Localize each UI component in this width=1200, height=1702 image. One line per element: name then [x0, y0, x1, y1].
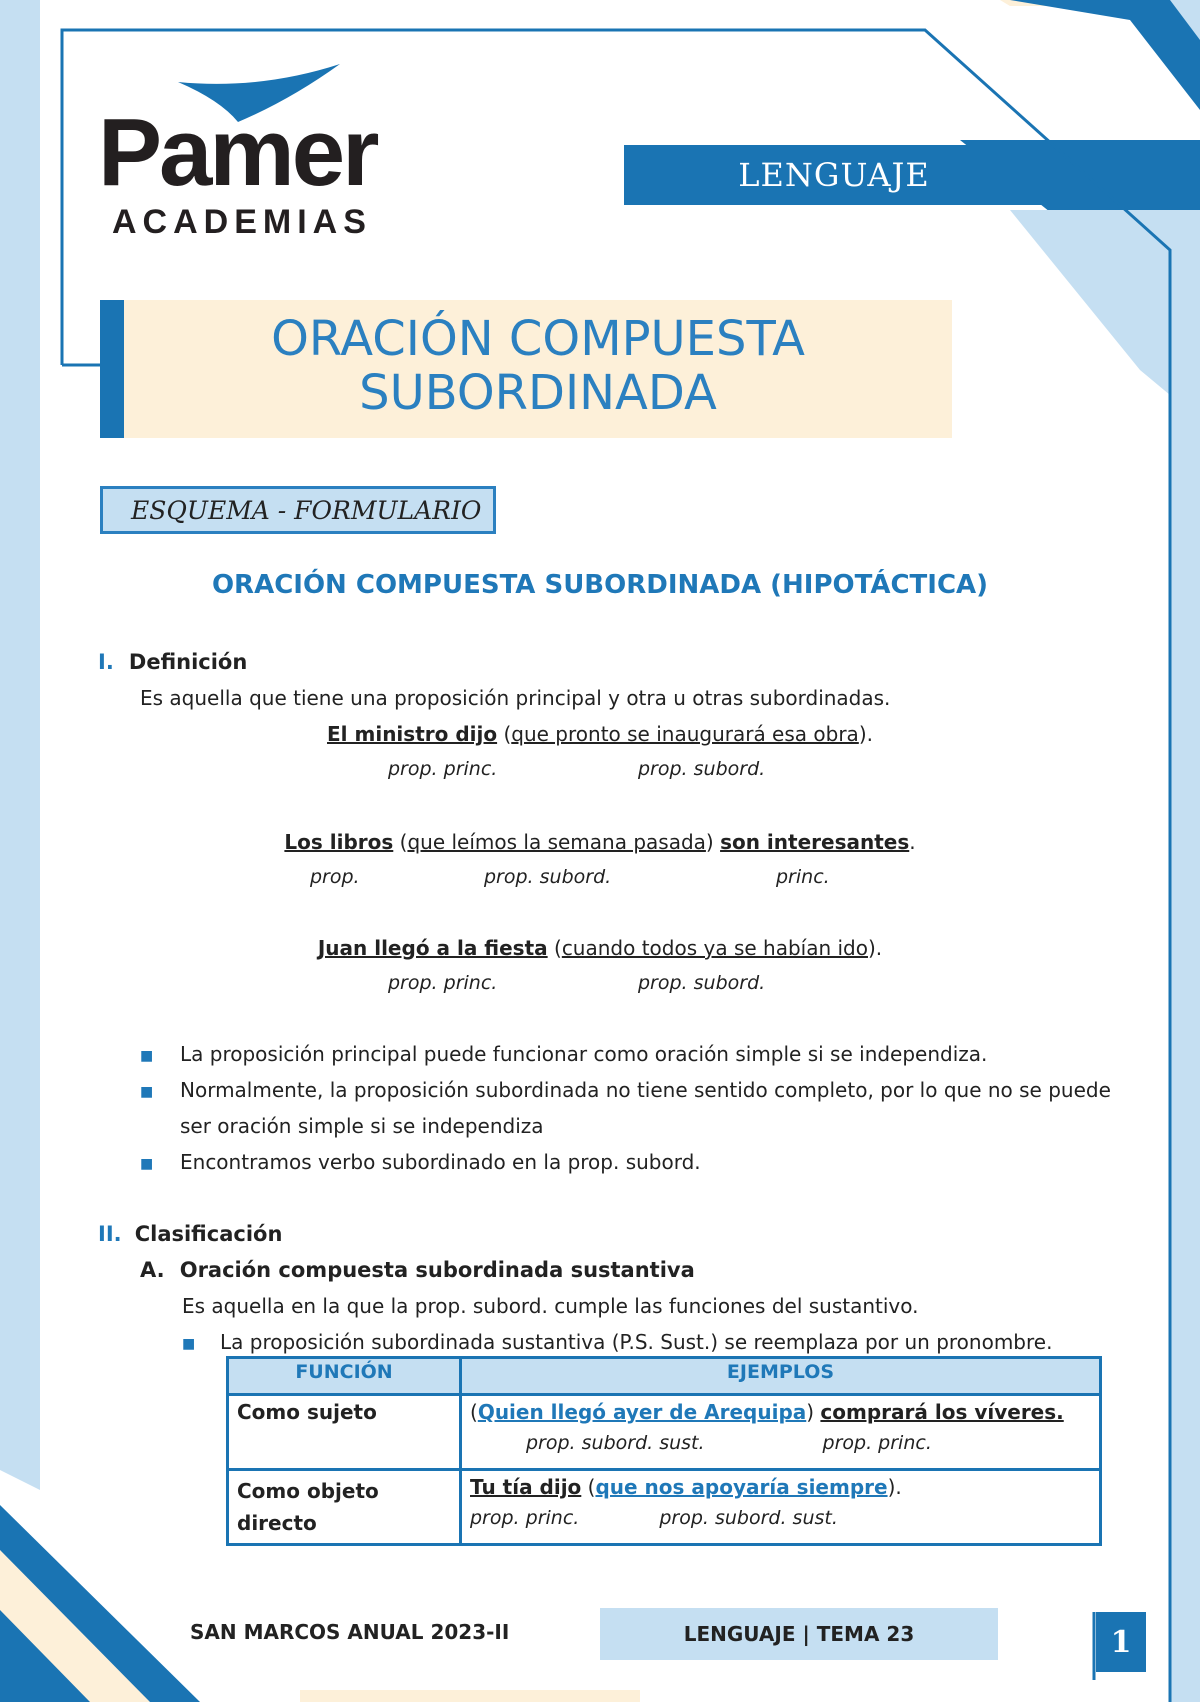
- table-row: [228, 1470, 1101, 1545]
- classification-heading: [98, 1222, 282, 1246]
- function-table: [226, 1356, 1102, 1546]
- row1-example: [461, 1395, 1101, 1470]
- row2-function-a: Como objeto: [237, 1479, 379, 1503]
- subsection-a-text: Es aquella en la que la prop. subord. cumple las funciones del sustantivo.: [182, 1294, 919, 1318]
- row1-label-sub: prop. subord. sust.: [526, 1432, 705, 1454]
- example-2: [0, 830, 1200, 854]
- ex2-close: ): [705, 830, 721, 854]
- ex2-end: .: [909, 830, 916, 854]
- numeral-ii: II.: [98, 1222, 122, 1246]
- bullet-icon: ■: [140, 1156, 154, 1172]
- title-accent-bar: [100, 300, 124, 438]
- ex2-main-a: Los libros: [284, 830, 394, 854]
- ex2-label-a: prop.: [310, 866, 360, 888]
- subsection-a-heading: [140, 1258, 695, 1282]
- ex3-main: Juan llegó a la fiesta: [317, 936, 548, 960]
- header-function: FUNCIÓN: [228, 1358, 461, 1395]
- row1-label-main: prop. princ.: [822, 1432, 932, 1454]
- esquema-label: ESQUEMA - FORMULARIO: [100, 486, 496, 534]
- example-1: [0, 722, 1200, 746]
- ex2-sub: que leímos la semana pasada: [407, 830, 706, 854]
- ex3-label-sub: prop. subord.: [638, 972, 766, 994]
- row2-open: (: [581, 1475, 596, 1499]
- row2-sub: que nos apoyaría siempre: [595, 1475, 888, 1499]
- row1-close: ): [806, 1400, 821, 1424]
- bullet-text-2: Normalmente, la proposición subordinada no tiene sentido completo, por lo que no se puede: [180, 1078, 1111, 1102]
- section-title: ORACIÓN COMPUESTA SUBORDINADA (HIPOTÁCTICA): [211, 570, 989, 600]
- ex3-close: ).: [867, 936, 883, 960]
- definition-heading: [98, 650, 247, 674]
- page-title: [124, 312, 952, 420]
- row2-close: ).: [887, 1475, 902, 1499]
- letter-a: A.: [140, 1258, 165, 1282]
- ex2-label-b: princ.: [776, 866, 830, 888]
- subsection-a-title: Oración compuesta subordinada sustantiva: [179, 1258, 695, 1282]
- row2-function-b: directo: [237, 1511, 317, 1535]
- ex1-open: (: [497, 722, 512, 746]
- logo-wordmark: Pamer: [98, 99, 377, 206]
- ex1-sub: que pronto se inaugurará esa obra: [511, 722, 859, 746]
- row1-function: Como sujeto: [228, 1395, 461, 1470]
- bullet-text-3: Encontramos verbo subordinado en la prop. subord.: [180, 1150, 701, 1174]
- ex3-sub: cuando todos ya se habían ido: [561, 936, 868, 960]
- ex2-label-sub: prop. subord.: [484, 866, 612, 888]
- ex1-label-sub: prop. subord.: [638, 758, 766, 780]
- footer-course: SAN MARCOS ANUAL 2023-II: [190, 1620, 510, 1644]
- ex2-main-b: son interesantes: [720, 830, 910, 854]
- classification-title: Clasificación: [134, 1222, 283, 1246]
- row1-main: comprará los víveres.: [820, 1400, 1064, 1424]
- row2-function: [228, 1470, 461, 1545]
- subsection-a-bullet: La proposición subordinada sustantiva (P.S. Sust.) se reemplaza por un pronombre.: [220, 1330, 1053, 1354]
- bullet-text-2-cont: ser oración simple si se independiza: [180, 1114, 544, 1138]
- subject-tag: LENGUAJE: [738, 156, 930, 194]
- ex1-close: ).: [858, 722, 873, 746]
- numeral-i: I.: [98, 650, 114, 674]
- row2-label-sub: prop. subord. sust.: [659, 1507, 838, 1529]
- bullet-text-1: La proposición principal puede funcionar como oración simple si se independiza.: [180, 1042, 988, 1066]
- logo-tagline: ACADEMIAS: [112, 203, 372, 241]
- bullet-icon: ■: [182, 1336, 196, 1352]
- example-3: [0, 936, 1200, 960]
- title-line-1: ORACIÓN COMPUESTA: [271, 311, 805, 367]
- ex3-open: (: [547, 936, 562, 960]
- row2-label-main: prop. princ.: [470, 1507, 580, 1529]
- header-examples: EJEMPLOS: [461, 1358, 1101, 1395]
- ex1-label-main: prop. princ.: [388, 758, 498, 780]
- ex1-main: El ministro dijo: [327, 722, 498, 746]
- row1-sub: Quien llegó ayer de Arequipa: [477, 1400, 807, 1424]
- bullet-icon: ■: [140, 1084, 154, 1100]
- bullet-icon: ■: [140, 1048, 154, 1064]
- ex3-label-main: prop. princ.: [388, 972, 498, 994]
- definition-title: Definición: [128, 650, 248, 674]
- footer-topic: LENGUAJE | TEMA 23: [600, 1608, 998, 1660]
- row2-main: Tu tía dijo: [470, 1475, 582, 1499]
- table-row: [228, 1395, 1101, 1470]
- row2-example: [461, 1470, 1101, 1545]
- definition-text: Es aquella que tiene una proposición principal y otra u otras subordinadas.: [140, 686, 891, 710]
- ex2-open: (: [393, 830, 408, 854]
- title-line-2: SUBORDINADA: [359, 365, 717, 421]
- page-number: 1: [1096, 1612, 1146, 1672]
- row1-open: (: [470, 1400, 478, 1424]
